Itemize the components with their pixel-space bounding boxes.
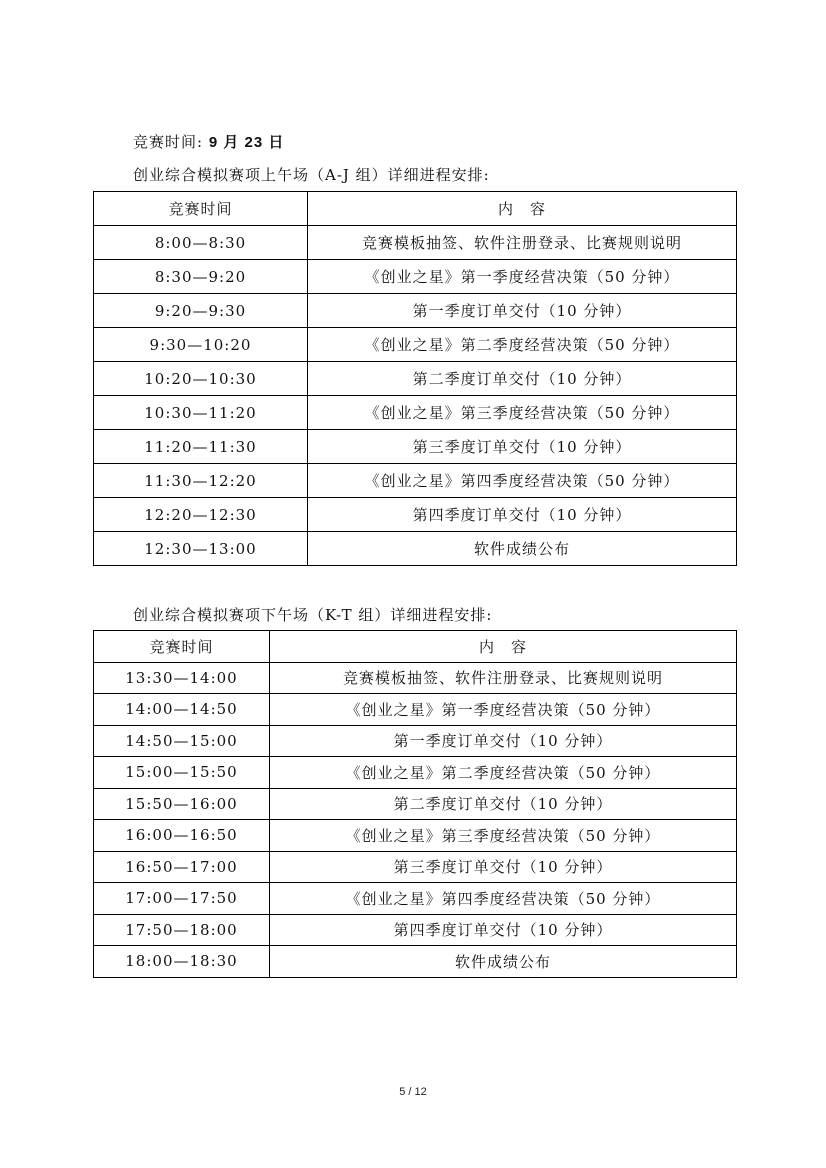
table-row: [94, 498, 737, 532]
table-row: [94, 851, 737, 883]
table-row: [94, 820, 737, 852]
table-row: [94, 464, 737, 498]
table-header-row: [94, 192, 737, 226]
table-row: [94, 883, 737, 915]
time-cell: 17:00—17:50: [94, 883, 270, 915]
header-time: 竞赛时间: [94, 192, 308, 226]
table-header-row: [94, 631, 737, 663]
table-row: [94, 328, 737, 362]
content-cell: 第二季度订单交付（10 分钟）: [308, 362, 737, 396]
content-cell: 《创业之星》第二季度经营决策（50 分钟）: [308, 328, 737, 362]
table-row: [94, 226, 737, 260]
time-cell: 15:00—15:50: [94, 757, 270, 789]
table-row: [94, 694, 737, 726]
content-cell: 第一季度订单交付（10 分钟）: [270, 725, 737, 757]
page-number: 5 / 12: [399, 1086, 427, 1098]
content-cell: 第一季度订单交付（10 分钟）: [308, 294, 737, 328]
table-row: [94, 757, 737, 789]
content-cell: 竞赛模板抽签、软件注册登录、比赛规则说明: [270, 662, 737, 694]
morning-schedule-table: [93, 191, 737, 566]
table-row: [94, 294, 737, 328]
header-content: 内 容: [308, 192, 737, 226]
table-row: [94, 788, 737, 820]
date-label: 竞赛时间:: [133, 133, 204, 151]
content-cell: 《创业之星》第二季度经营决策（50 分钟）: [270, 757, 737, 789]
time-cell: 9:30—10:20: [94, 328, 308, 362]
table-row: [94, 914, 737, 946]
morning-section-title: 创业综合模拟赛项上午场（A-J 组）详细进程安排:: [133, 166, 490, 184]
time-cell: 17:50—18:00: [94, 914, 270, 946]
content-cell: 《创业之星》第一季度经营决策（50 分钟）: [308, 260, 737, 294]
time-cell: 11:20—11:30: [94, 430, 308, 464]
content-cell: 《创业之星》第三季度经营决策（50 分钟）: [270, 820, 737, 852]
time-cell: 14:00—14:50: [94, 694, 270, 726]
content-cell: 软件成绩公布: [308, 532, 737, 566]
content-cell: 《创业之星》第三季度经营决策（50 分钟）: [308, 396, 737, 430]
time-cell: 8:00—8:30: [94, 226, 308, 260]
content-cell: 第四季度订单交付（10 分钟）: [270, 914, 737, 946]
content-cell: 第四季度订单交付（10 分钟）: [308, 498, 737, 532]
time-cell: 11:30—12:20: [94, 464, 308, 498]
time-cell: 10:20—10:30: [94, 362, 308, 396]
afternoon-schedule-table: [93, 630, 737, 978]
table-row: [94, 946, 737, 978]
time-cell: 10:30—11:20: [94, 396, 308, 430]
table-row: [94, 260, 737, 294]
content-cell: 《创业之星》第一季度经营决策（50 分钟）: [270, 694, 737, 726]
time-cell: 18:00—18:30: [94, 946, 270, 978]
time-cell: 13:30—14:00: [94, 662, 270, 694]
afternoon-section-title: 创业综合模拟赛项下午场（K-T 组）详细进程安排:: [133, 606, 493, 624]
content-cell: 《创业之星》第四季度经营决策（50 分钟）: [270, 883, 737, 915]
content-cell: 第三季度订单交付（10 分钟）: [270, 851, 737, 883]
time-cell: 16:00—16:50: [94, 820, 270, 852]
time-cell: 12:20—12:30: [94, 498, 308, 532]
time-cell: 16:50—17:00: [94, 851, 270, 883]
content-cell: 竞赛模板抽签、软件注册登录、比赛规则说明: [308, 226, 737, 260]
table-row: [94, 532, 737, 566]
content-cell: 第三季度订单交付（10 分钟）: [308, 430, 737, 464]
time-cell: 15:50—16:00: [94, 788, 270, 820]
table-row: [94, 362, 737, 396]
content-cell: 《创业之星》第四季度经营决策（50 分钟）: [308, 464, 737, 498]
competition-date-line: [133, 131, 284, 152]
header-time: 竞赛时间: [94, 631, 270, 663]
table-row: [94, 430, 737, 464]
time-cell: 14:50—15:00: [94, 725, 270, 757]
time-cell: 8:30—9:20: [94, 260, 308, 294]
time-cell: 9:20—9:30: [94, 294, 308, 328]
time-cell: 12:30—13:00: [94, 532, 308, 566]
content-cell: 软件成绩公布: [270, 946, 737, 978]
content-cell: 第二季度订单交付（10 分钟）: [270, 788, 737, 820]
table-row: [94, 396, 737, 430]
date-value: 9 月 23 日: [208, 134, 285, 151]
table-row: [94, 725, 737, 757]
header-content: 内 容: [270, 631, 737, 663]
table-row: [94, 662, 737, 694]
